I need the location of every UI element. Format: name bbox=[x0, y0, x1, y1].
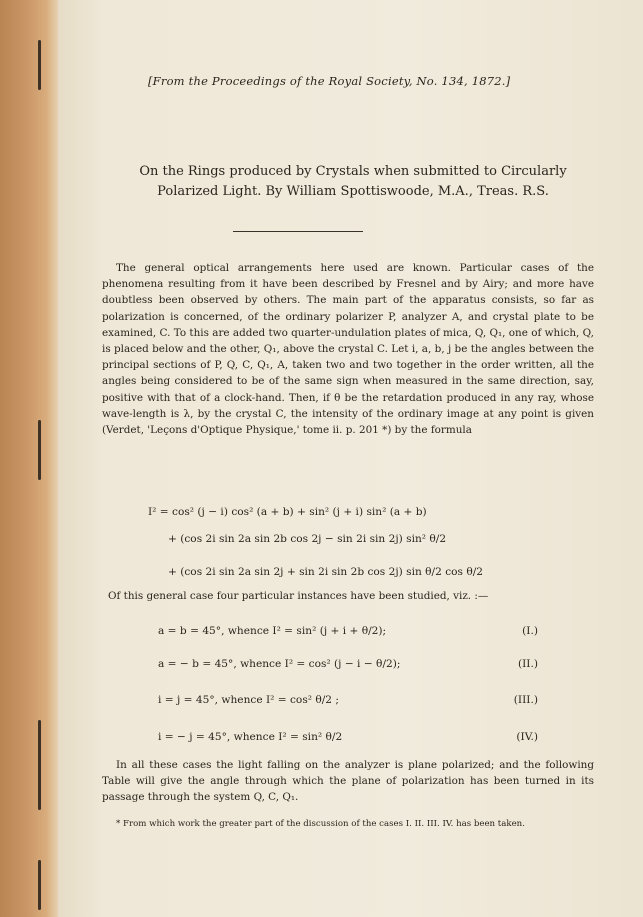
case-expression: a = − b = 45°, whence I² = cos² (j − i − θ/2); bbox=[158, 658, 401, 670]
case-label: (IV.) bbox=[516, 731, 538, 743]
case-label: (II.) bbox=[517, 658, 538, 670]
footnote: * From which work the greater part of the discussion of the cases I. II. III. IV. has been taken. bbox=[116, 819, 525, 829]
formula-line-3: + (cos 2i sin 2a sin 2j + sin 2i sin 2b cos 2j) sin θ/2 cos θ/2 bbox=[168, 566, 484, 578]
cases-intro: Of this general case four particular instances have been studied, viz. :— bbox=[108, 590, 489, 602]
case-row bbox=[158, 658, 538, 670]
source-header: [From the Proceedings of the Royal Society, No. 134, 1872.] bbox=[148, 74, 511, 88]
case-expression: a = b = 45°, whence I² = sin² (j + i + θ/2); bbox=[158, 625, 387, 637]
case-expression: i = j = 45°, whence I² = cos² θ/2 ; bbox=[158, 694, 339, 706]
book-spine bbox=[0, 0, 58, 917]
binding-stitch bbox=[38, 40, 41, 90]
binding-stitch bbox=[38, 420, 41, 480]
case-label: (I.) bbox=[522, 625, 538, 637]
case-row bbox=[158, 731, 538, 743]
divider-rule bbox=[233, 231, 363, 232]
binding-stitch bbox=[38, 860, 41, 910]
case-row bbox=[158, 625, 538, 637]
paper-page bbox=[58, 0, 643, 917]
formula-line-1: I² = cos² (j − i) cos² (a + b) + sin² (j + i) sin² (a + b) bbox=[148, 506, 427, 518]
case-expression: i = − j = 45°, whence I² = sin² θ/2 bbox=[158, 731, 343, 743]
paper-title: On the Rings produced by Crystals when submitted to Circularly Polarized Light. By William Spottiswoode, M.A., Treas. R.S. bbox=[139, 164, 567, 199]
formula-line-2: + (cos 2i sin 2a sin 2b cos 2j − sin 2i sin 2j) sin² θ/2 bbox=[168, 533, 447, 545]
closing-paragraph bbox=[102, 757, 594, 805]
closing-text: In all these cases the light falling on the analyzer is plane polarized; and the following Table will give the angle through which the plane of polarization has been turned in its passage through the system Q, C, Q₁. bbox=[102, 759, 594, 803]
intro-paragraph bbox=[102, 260, 594, 438]
case-row bbox=[158, 694, 538, 706]
binding-stitch bbox=[38, 720, 41, 810]
paragraph-1: The general optical arrangements here used are known. Particular cases of the phenomena resulting from it have been described by Fresnel and by Airy; and more have doubtless been observed by others. The main part of the apparatus consists, so far as polarization is concerned, of the ordinary polarizer P, analyzer A, and crystal plate to be examined, C. To this are added two quarter-undulation plates of mica, Q, Q₁, one of which, Q, is placed below and the other, Q₁, above the crystal C. Let i, a, b, j be the angles between the principal sections of P, Q, C, Q₁, A, taken two and two together in the order written, all the angles being considered to be of the same sign when measured in the same direction, say, positive with that of a clock-hand. Then, if θ be the retardation produced in any ray, whose wave-length is λ, by the crystal C, the intensity of the ordinary image at any point is given (Verdet, 'Leçons d'Optique Physique,' tome ii. p. 201 *) by the formula bbox=[102, 262, 594, 437]
case-label: (III.) bbox=[513, 694, 538, 706]
